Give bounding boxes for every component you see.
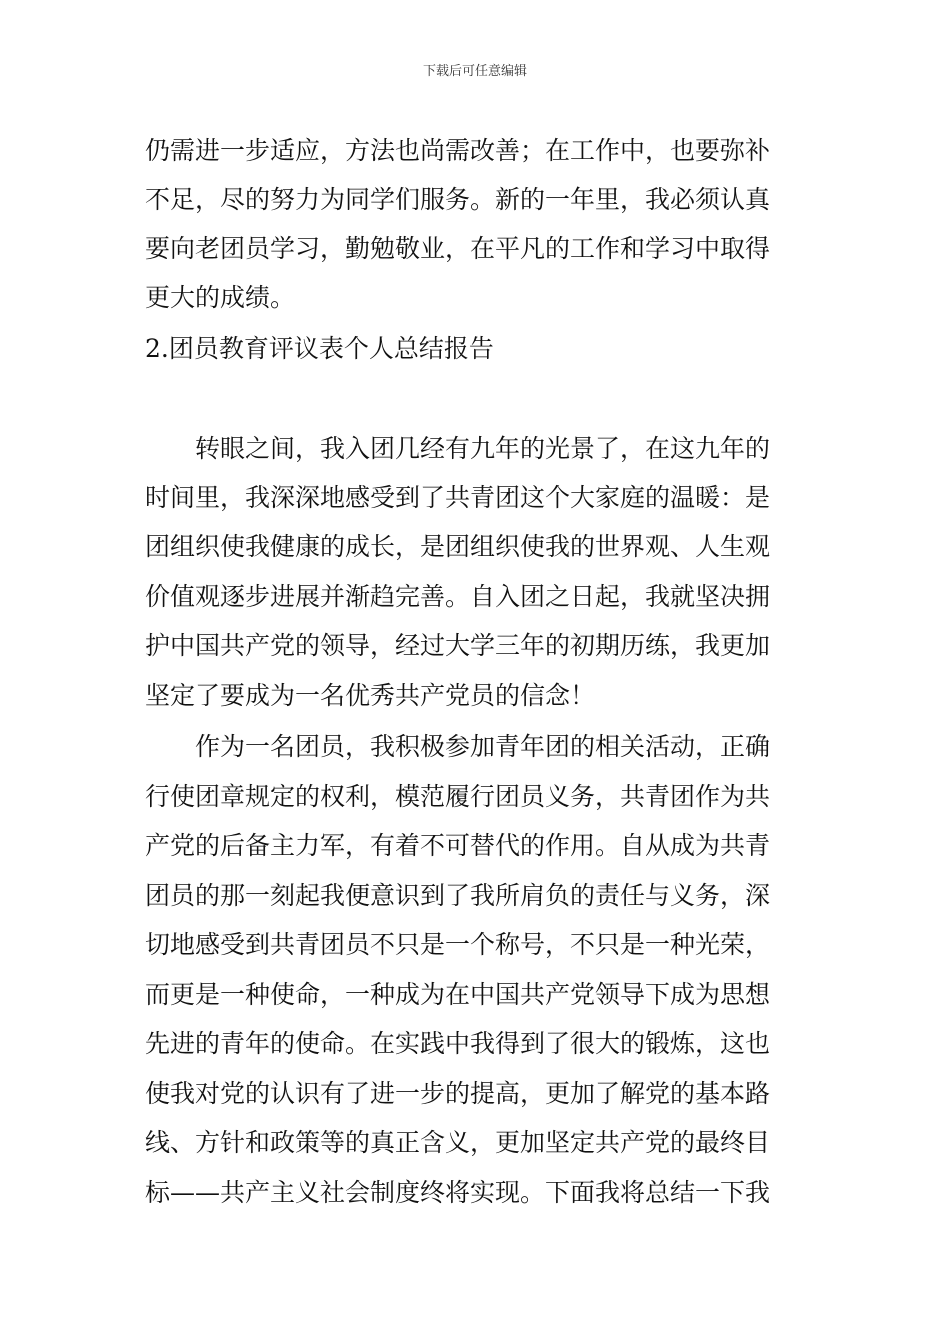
body-line: 标——共产主义社会制度终将实现。下面我将总结一下我 <box>145 1178 771 1207</box>
section-heading: 2.团员教育评议表个人总结报告 <box>145 334 494 363</box>
body-line: 作为一名团员，我积极参加青年团的相关活动，正确 <box>195 732 771 761</box>
body-line: 时间里，我深深地感受到了共青团这个大家庭的温暖：是 <box>145 483 771 512</box>
body-line: 产党的后备主力军，有着不可替代的作用。自从成为共青 <box>145 831 771 860</box>
body-line: 转眼之间，我入团几经有九年的光景了，在这九年的 <box>195 434 771 463</box>
body-line: 坚定了要成为一名优秀共产党员的信念！ <box>145 681 596 710</box>
body-line: 要向老团员学习，勤勉敬业，在平凡的工作和学习中取得 <box>145 234 771 263</box>
body-line: 切地感受到共青团员不只是一个称号，不只是一种光荣， <box>145 930 771 959</box>
body-line: 更大的成绩。 <box>145 283 296 312</box>
body-line: 团员的那一刻起我便意识到了我所肩负的责任与义务，深 <box>145 881 771 910</box>
body-line: 价值观逐步进展并渐趋完善。自入团之日起，我就坚决拥 <box>145 582 771 611</box>
body-line: 使我对党的认识有了进一步的提高，更加了解党的基本路 <box>145 1079 771 1108</box>
page-header: 下载后可任意编辑 <box>422 64 527 79</box>
body-line: 线、方针和政策等的真正含义，更加坚定共产党的最终目 <box>145 1128 771 1157</box>
body-line: 团组织使我健康的成长，是团组织使我的世界观、人生观 <box>145 532 771 561</box>
body-line: 行使团章规定的权利，模范履行团员义务，共青团作为共 <box>145 782 771 811</box>
body-line: 而更是一种使命，一种成为在中国共产党领导下成为思想 <box>145 980 771 1009</box>
body-line: 仍需进一步适应，方法也尚需改善；在工作中，也要弥补 <box>145 136 771 165</box>
body-line: 先进的青年的使命。在实践中我得到了很大的锻炼，这也 <box>145 1029 771 1058</box>
body-line: 护中国共产党的领导，经过大学三年的初期历练，我更加 <box>145 631 771 660</box>
body-line: 不足，尽的努力为同学们服务。新的一年里，我必须认真 <box>145 185 771 214</box>
